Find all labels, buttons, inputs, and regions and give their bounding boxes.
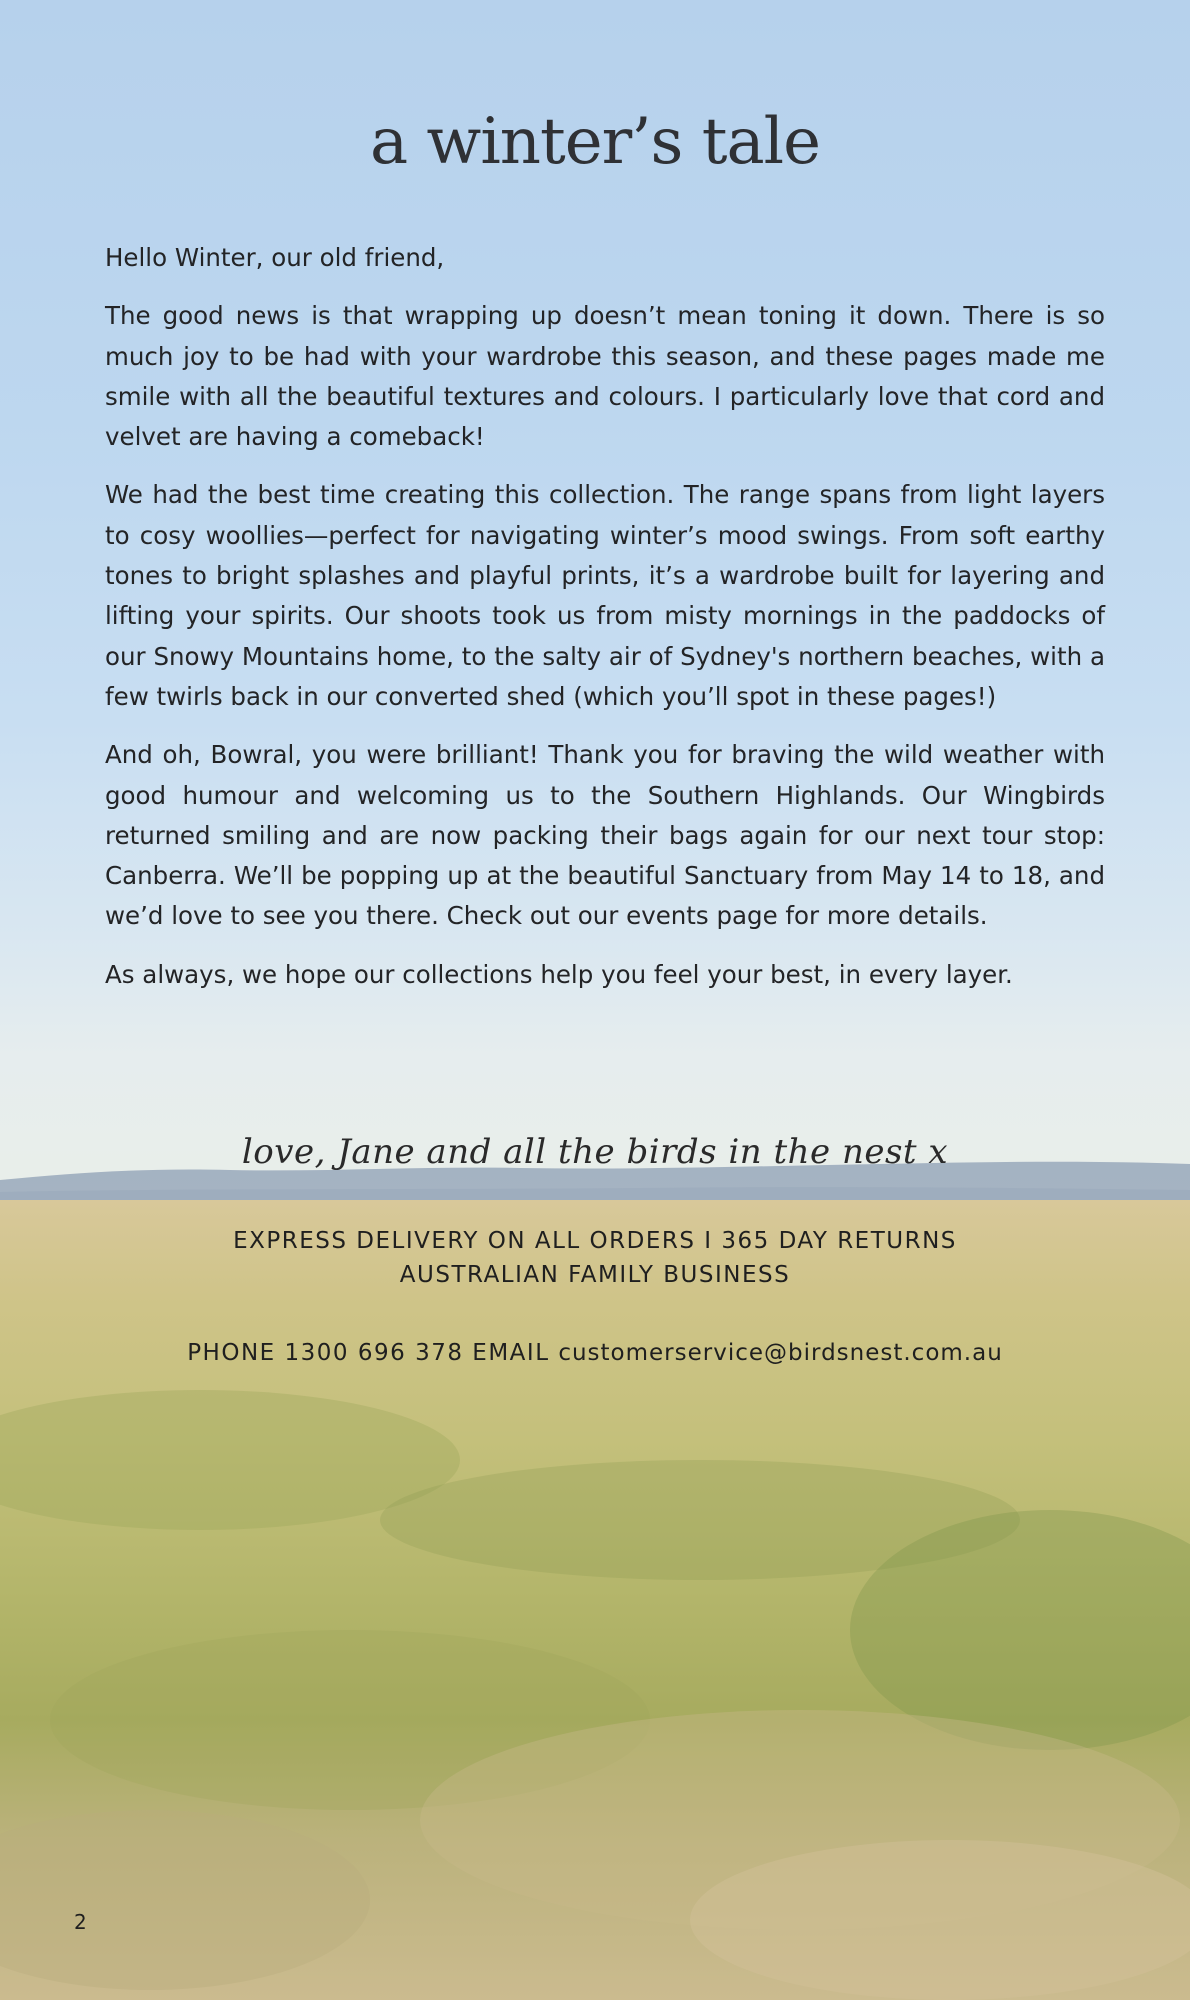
phone-number[interactable]: 1300 696 378 — [284, 1340, 464, 1366]
email-label: EMAIL — [472, 1340, 550, 1366]
delivery-returns-line: EXPRESS DELIVERY ON ALL ORDERS I 365 DAY RETURNS — [233, 1228, 957, 1254]
letter-paragraph: As always, we hope our collections help you feel your best, in every layer. — [105, 959, 1013, 989]
letter-greeting: Hello Winter, our old friend, — [105, 243, 445, 272]
email-link[interactable]: customerservice@birdsnest.com.au — [558, 1340, 1003, 1366]
grass-texture — [0, 1200, 1190, 2000]
letter-paragraph: We had the best time creating this collection. The range spans from light layers to cosy woollies—perfect for navigating winter’s mood swings. From soft earthy tones to bright splashes and playful prints, it’s a wardrobe built for layering and lifting your spirits. Our shoots took us from misty mornings in the paddocks of our Snowy Mountains home, to the salty air of Sydney's northern beaches, with a few twirls back in our converted shed (which you’ll spot in these pages!) — [105, 480, 1105, 711]
page-number: 2 — [74, 1910, 87, 1934]
letter-paragraph: The good news is that wrapping up doesn’t mean toning it down. There is so much joy to be had with your wardrobe this season, and these pages made me smile with all the beautiful textures and colours. I particularly love that cord and velvet are having a comeback! — [105, 301, 1105, 452]
contact-line — [0, 1340, 1190, 1366]
letter-body — [105, 238, 1105, 1013]
page-title: a winter’s tale — [370, 105, 820, 179]
family-business-line: AUSTRALIAN FAMILY BUSINESS — [399, 1262, 791, 1288]
letter-paragraph: And oh, Bowral, you were brilliant! Thank you for braving the wild weather with good humour and welcoming us to the Southern Highlands. Our Wingbirds returned smiling and are now packing their bags again for our next tour stop: Canberra. We’ll be popping up at the beautiful Sanctuary from May 14 to 18, and we’d love to see you there. Check out our events page for more details. — [105, 740, 1105, 931]
phone-label: PHONE — [187, 1340, 276, 1366]
signature: love, Jane and all the birds in the nest x — [241, 1132, 949, 1172]
